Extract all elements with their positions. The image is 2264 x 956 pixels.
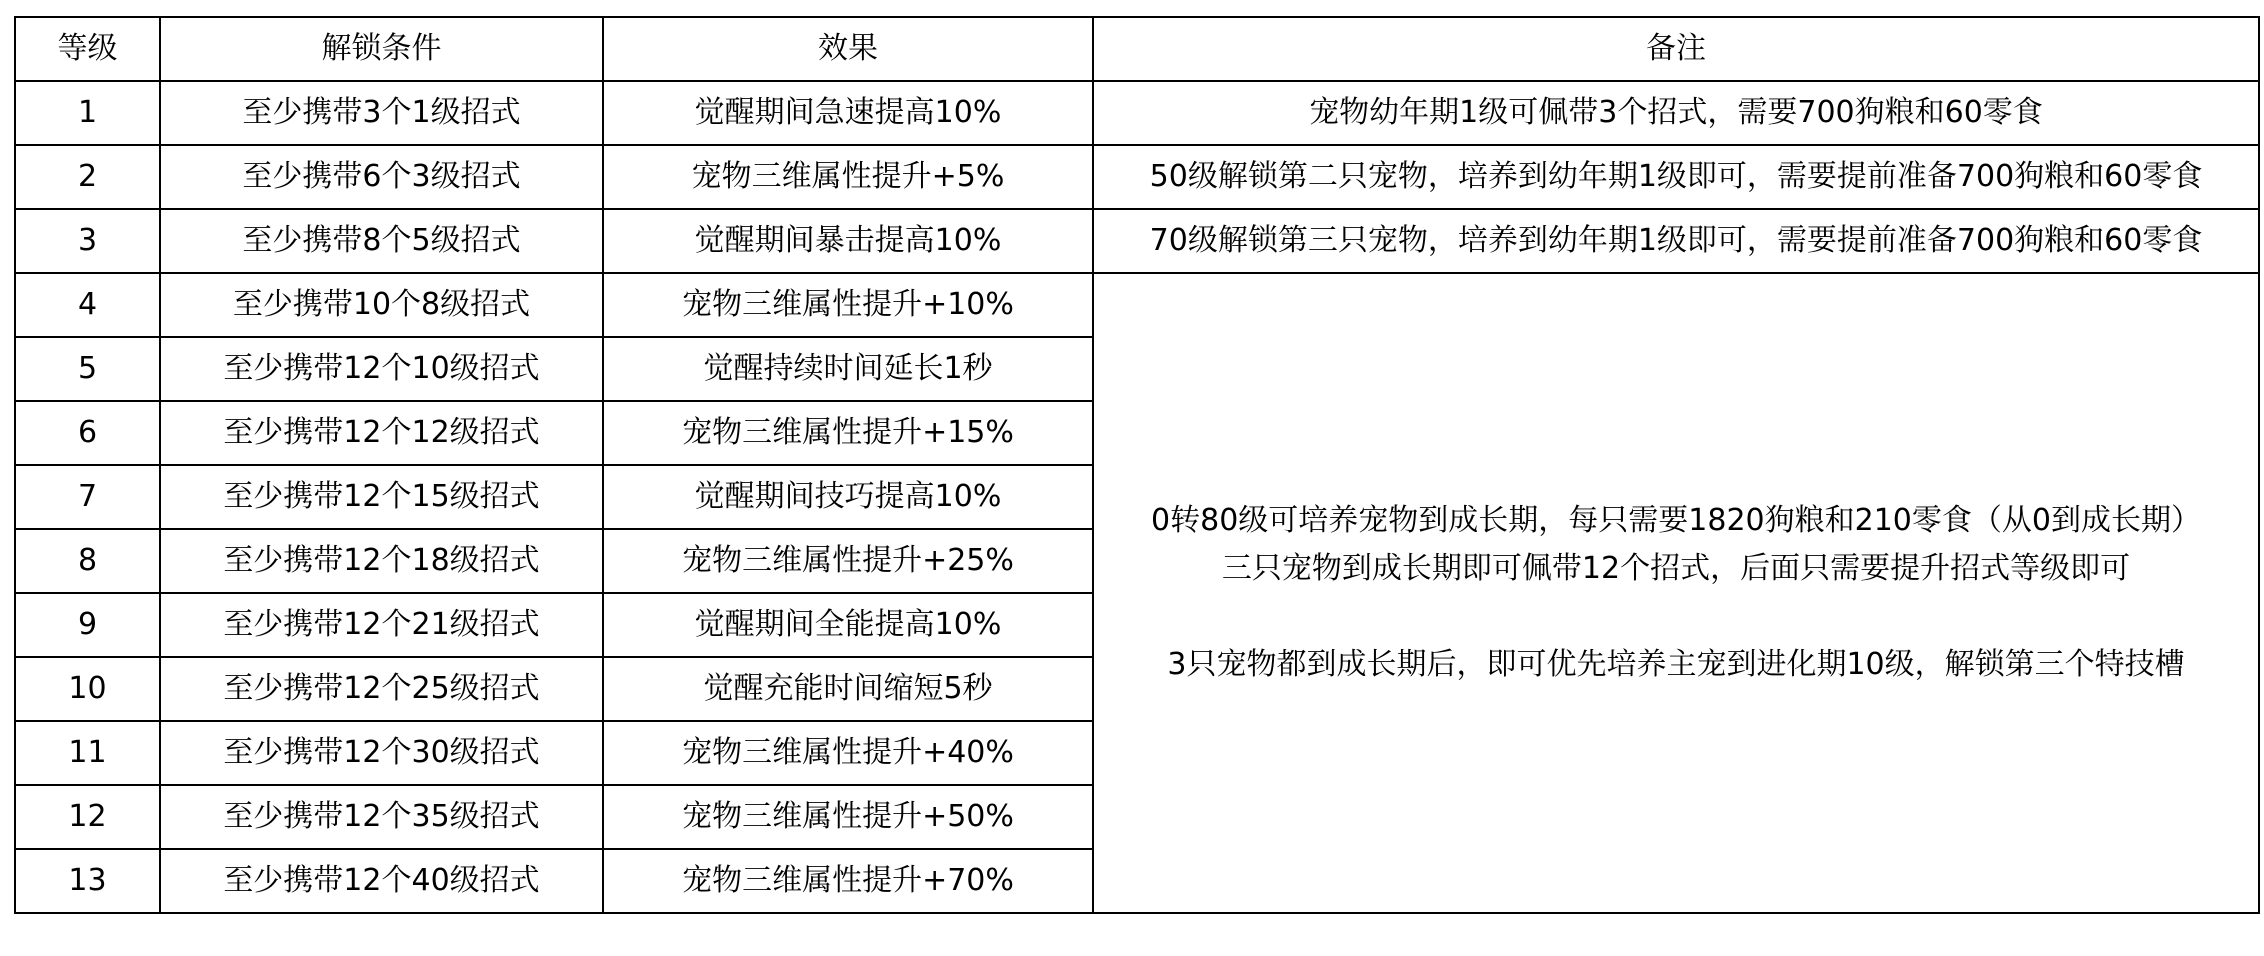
level-cell: 13 [15, 849, 160, 913]
condition-cell: 至少携带8个5级招式 [160, 209, 603, 273]
notes-line: 0转80级可培养宠物到成长期，每只需要1820狗粮和210零食（从0到成长期） [1151, 503, 2201, 538]
effect-cell: 觉醒期间暴击提高10% [603, 209, 1093, 273]
table-row [15, 273, 2259, 337]
condition-cell: 至少携带12个30级招式 [160, 721, 603, 785]
condition-cell: 至少携带12个12级招式 [160, 401, 603, 465]
condition-cell: 至少携带12个18级招式 [160, 529, 603, 593]
effect-cell: 宠物三维属性提升+25% [603, 529, 1093, 593]
notes-cell: 宠物幼年期1级可佩带3个招式，需要700狗粮和60零食 [1093, 81, 2259, 145]
table-row [15, 81, 2259, 145]
effect-cell: 觉醒期间技巧提高10% [603, 465, 1093, 529]
condition-cell: 至少携带3个1级招式 [160, 81, 603, 145]
notes-blank-line [1094, 593, 2258, 641]
unlock-table [14, 16, 2260, 914]
effect-cell: 觉醒充能时间缩短5秒 [603, 657, 1093, 721]
effect-cell: 宠物三维属性提升+5% [603, 145, 1093, 209]
level-cell: 3 [15, 209, 160, 273]
level-cell: 7 [15, 465, 160, 529]
condition-cell: 至少携带6个3级招式 [160, 145, 603, 209]
level-cell: 2 [15, 145, 160, 209]
effect-cell: 觉醒期间急速提高10% [603, 81, 1093, 145]
notes-cell: 70级解锁第三只宠物，培养到幼年期1级即可，需要提前准备700狗粮和60零食 [1093, 209, 2259, 273]
merged-notes-cell [1093, 273, 2259, 913]
level-cell: 12 [15, 785, 160, 849]
level-cell: 5 [15, 337, 160, 401]
level-cell: 9 [15, 593, 160, 657]
effect-cell: 觉醒期间全能提高10% [603, 593, 1093, 657]
condition-cell: 至少携带12个40级招式 [160, 849, 603, 913]
effect-cell: 宠物三维属性提升+15% [603, 401, 1093, 465]
effect-cell: 宠物三维属性提升+50% [603, 785, 1093, 849]
notes-line: 三只宠物到成长期即可佩带12个招式，后面只需要提升招式等级即可 [1221, 551, 2131, 586]
level-cell: 6 [15, 401, 160, 465]
level-cell: 8 [15, 529, 160, 593]
effect-cell: 宠物三维属性提升+70% [603, 849, 1093, 913]
effect-cell: 宠物三维属性提升+10% [603, 273, 1093, 337]
effect-cell: 觉醒持续时间延长1秒 [603, 337, 1093, 401]
level-cell: 4 [15, 273, 160, 337]
effect-cell: 宠物三维属性提升+40% [603, 721, 1093, 785]
notes-line: 3只宠物都到成长期后，即可优先培养主宠到进化期10级，解锁第三个特技槽 [1167, 647, 2185, 682]
condition-cell: 至少携带10个8级招式 [160, 273, 603, 337]
notes-cell: 50级解锁第二只宠物，培养到幼年期1级即可，需要提前准备700狗粮和60零食 [1093, 145, 2259, 209]
table-row [15, 209, 2259, 273]
table-row [15, 145, 2259, 209]
level-cell: 11 [15, 721, 160, 785]
level-cell: 10 [15, 657, 160, 721]
condition-cell: 至少携带12个35级招式 [160, 785, 603, 849]
condition-cell: 至少携带12个25级招式 [160, 657, 603, 721]
header-condition: 解锁条件 [160, 17, 603, 81]
condition-cell: 至少携带12个21级招式 [160, 593, 603, 657]
header-effect: 效果 [603, 17, 1093, 81]
header-level: 等级 [15, 17, 160, 81]
table-container [14, 16, 2260, 914]
condition-cell: 至少携带12个15级招式 [160, 465, 603, 529]
condition-cell: 至少携带12个10级招式 [160, 337, 603, 401]
level-cell: 1 [15, 81, 160, 145]
header-notes: 备注 [1093, 17, 2259, 81]
table-header-row [15, 17, 2259, 81]
